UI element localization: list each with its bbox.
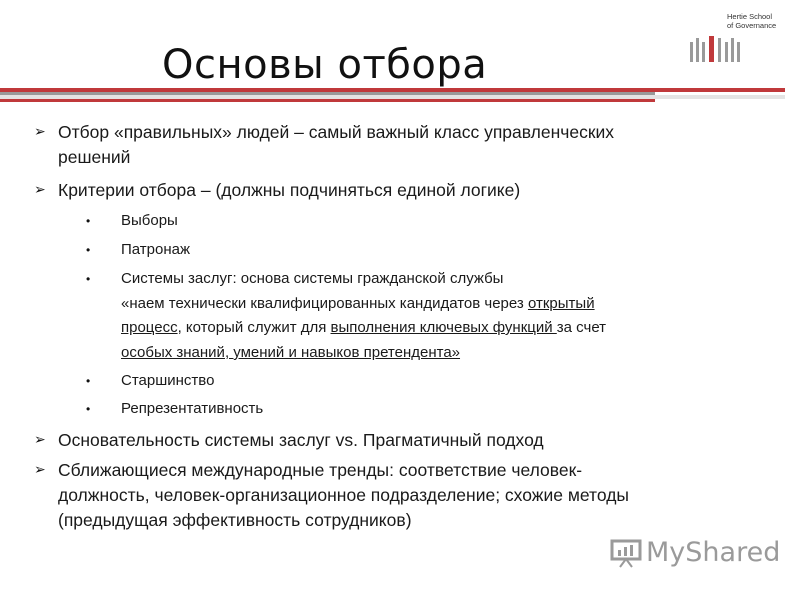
merit-quote-line-3: [121, 340, 460, 365]
page-title: Основы отбора: [162, 42, 488, 88]
list-item-line: решений: [58, 147, 131, 167]
dot-bullet-icon: •: [86, 272, 91, 286]
logo-line-2: of Governance: [727, 21, 777, 30]
quote-underlined: выполнения ключевых функций: [330, 319, 557, 336]
sub-item-representativeness: Репрезентативность: [121, 400, 264, 417]
dot-bullet-icon: •: [86, 374, 91, 388]
arrow-bullet-icon: ➢: [34, 124, 46, 140]
watermark-text: MyShared: [646, 537, 781, 568]
merit-quote-line-1: [121, 291, 595, 316]
logo-line-1: Hertie School: [727, 12, 773, 21]
quote-underlined: особых знаний, умений и навыков претендента»: [121, 344, 461, 361]
merit-quote-line-2: [121, 315, 606, 340]
sub-item-elections: Выборы: [121, 212, 178, 229]
quote-text: за счет: [556, 319, 607, 336]
sub-item-seniority: Старшинство: [121, 372, 215, 389]
quote-underlined: открытый: [527, 295, 595, 312]
arrow-bullet-icon: ➢: [34, 182, 46, 198]
myshared-watermark: [610, 537, 781, 573]
list-item: [58, 458, 629, 533]
quote-underlined: процесс: [121, 319, 178, 336]
dot-bullet-icon: •: [86, 214, 91, 228]
sub-item-patronage: Патронаж: [121, 241, 191, 258]
list-item-line: должность, человек-организационное подразделение; схожие методы: [58, 485, 629, 505]
arrow-bullet-icon: ➢: [34, 462, 46, 478]
list-item-line: Критерии отбора – (должны подчиняться единой логике): [58, 180, 521, 200]
quote-text: , который служит для: [177, 319, 331, 336]
list-item-line: (предыдущая эффективность сотрудников): [58, 510, 412, 530]
list-item-line: Основательность системы заслуг vs. Прагматичный подход: [58, 430, 544, 450]
presentation-board-icon: [610, 538, 644, 568]
list-item-line: Сближающиеся международные тренды: соответствие человек-: [58, 460, 583, 480]
quote-text: «наем технически квалифицированных кандидатов через: [121, 295, 528, 312]
sub-item-merit: Системы заслуг: основа системы гражданской службы: [121, 270, 504, 287]
list-item-line: Отбор «правильных» людей – самый важный класс управленческих: [58, 122, 615, 142]
arrow-bullet-icon: ➢: [34, 432, 46, 448]
dot-bullet-icon: •: [86, 402, 91, 416]
list-item: [58, 428, 544, 453]
dot-bullet-icon: •: [86, 243, 91, 257]
list-item: [58, 178, 520, 203]
list-item: [58, 120, 614, 170]
